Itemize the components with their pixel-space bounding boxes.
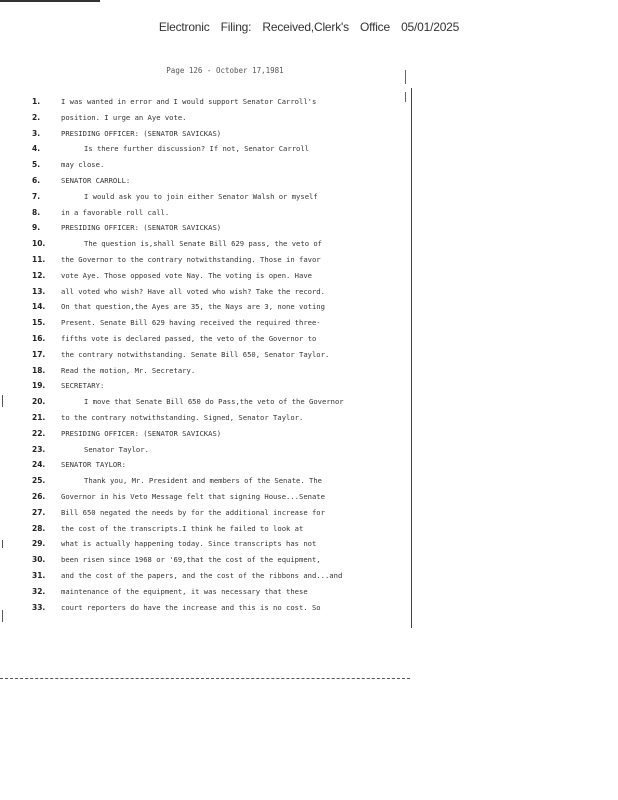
- line-number: 3.: [32, 128, 41, 138]
- line-text: position. I urge an Aye vote.: [61, 112, 187, 122]
- line-number: 22.: [32, 428, 46, 438]
- line-number: 15.: [32, 318, 46, 328]
- line-text: SENATOR TAYLOR:: [61, 460, 126, 470]
- line-number: 2.: [32, 112, 41, 122]
- line-number: 8.: [32, 207, 41, 217]
- line-number: 30.: [32, 555, 46, 565]
- line-number: 7.: [32, 191, 41, 201]
- line-number: 13.: [32, 286, 46, 296]
- line-number: 20.: [32, 397, 46, 407]
- left-scan-tick: [2, 540, 3, 548]
- line-text: been risen since 1968 or '69,that the cost of the equipment,: [61, 555, 321, 565]
- line-text: On that question,the Ayes are 35, the Nays are 3, none voting: [61, 302, 325, 312]
- line-text: what is actually happening today. Since transcripts has not: [61, 539, 317, 549]
- line-number: 14.: [32, 302, 46, 312]
- margin-tick: [405, 92, 406, 102]
- line-number: 9.: [32, 223, 41, 233]
- line-text: I move that Senate Bill 650 do Pass,the veto of the Governor: [84, 397, 344, 407]
- line-text: vote Aye. Those opposed vote Nay. The voting is open. Have: [61, 270, 312, 280]
- line-number: 6.: [32, 176, 41, 185]
- line-text: Thank you, Mr. President and members of the Senate. The: [84, 476, 322, 486]
- electronic-filing-stamp: Electronic Filing: Received,Clerk's Office 05/01/2025: [158, 20, 460, 34]
- line-text: Present. Senate Bill 629 having received the required three-: [61, 318, 321, 328]
- line-number: 18.: [32, 365, 46, 375]
- line-text: PRESIDING OFFICER: (SENATOR SAVICKAS): [61, 223, 222, 233]
- line-text: Bill 650 negated the needs by for the additional increase for: [61, 507, 325, 517]
- line-number: 23.: [32, 444, 46, 454]
- margin-tick: [405, 70, 406, 84]
- line-number: 12.: [32, 270, 46, 280]
- line-number: 17.: [32, 349, 46, 359]
- line-text: PRESIDING OFFICER: (SENATOR SAVICKAS): [61, 128, 222, 138]
- line-number: 24.: [32, 460, 46, 470]
- line-number: 32.: [32, 586, 46, 596]
- left-scan-tick: [2, 395, 3, 407]
- line-number: 29.: [32, 539, 46, 549]
- line-text: to the contrary notwithstanding. Signed, Senator Taylor.: [61, 413, 304, 422]
- line-text: Governor in his Veto Message felt that signing House...Senate: [61, 492, 325, 501]
- line-text: SENATOR CARROLL:: [61, 176, 131, 185]
- line-number: 10.: [32, 239, 46, 249]
- line-text: the contrary notwithstanding. Senate Bill 650, Senator Taylor.: [61, 349, 330, 359]
- line-number: 21.: [32, 413, 46, 422]
- line-number: 1.: [32, 97, 41, 106]
- line-text: in a favorable roll call.: [61, 207, 170, 217]
- line-number: 26.: [32, 492, 46, 501]
- line-text: fifths vote is declared passed, the veto of the Governor to: [61, 334, 317, 343]
- line-text: I would ask you to join either Senator Walsh or myself: [84, 191, 318, 201]
- line-number: 11.: [32, 255, 46, 264]
- line-text: Senator Taylor.: [84, 444, 149, 454]
- line-text: all voted who wish? Have all voted who wish? Take the record.: [61, 286, 325, 296]
- line-text: PRESIDING OFFICER: (SENATOR SAVICKAS): [61, 428, 222, 438]
- line-number: 5.: [32, 160, 41, 170]
- line-number: 16.: [32, 334, 46, 343]
- line-text: the Governor to the contrary notwithstanding. Those in favor: [61, 255, 321, 264]
- line-text: I was wanted in error and I would support Senator Carroll's: [61, 97, 317, 106]
- line-text: maintenance of the equipment, it was necessary that these: [61, 586, 308, 596]
- line-text: court reporters do have the increase and this is no cost. So: [61, 602, 321, 612]
- line-number: 28.: [32, 523, 46, 533]
- line-text: Read the motion, Mr. Secretary.: [61, 365, 196, 375]
- line-number: 27.: [32, 507, 46, 517]
- line-number: 4.: [32, 144, 41, 154]
- line-text: The question is,shall Senate Bill 629 pass, the veto of: [84, 239, 322, 249]
- line-number: 31.: [32, 571, 46, 580]
- line-number: 25.: [32, 476, 46, 486]
- line-text: SECRETARY:: [61, 381, 105, 391]
- scan-edge-mark: [0, 0, 100, 2]
- left-scan-tick: [2, 610, 3, 622]
- page-header: Page 126 - October 17,1981: [166, 66, 284, 75]
- line-text: may close.: [61, 160, 105, 170]
- line-number: 19.: [32, 381, 46, 391]
- line-text: the cost of the transcripts.I think he failed to look at: [61, 523, 304, 533]
- bottom-rule: [0, 678, 410, 679]
- line-text: Is there further discussion? If not, Senator Carroll: [84, 144, 310, 154]
- line-number: 33.: [32, 602, 46, 612]
- right-margin-rule: [411, 88, 412, 628]
- line-text: and the cost of the papers, and the cost of the ribbons and...and: [61, 571, 343, 580]
